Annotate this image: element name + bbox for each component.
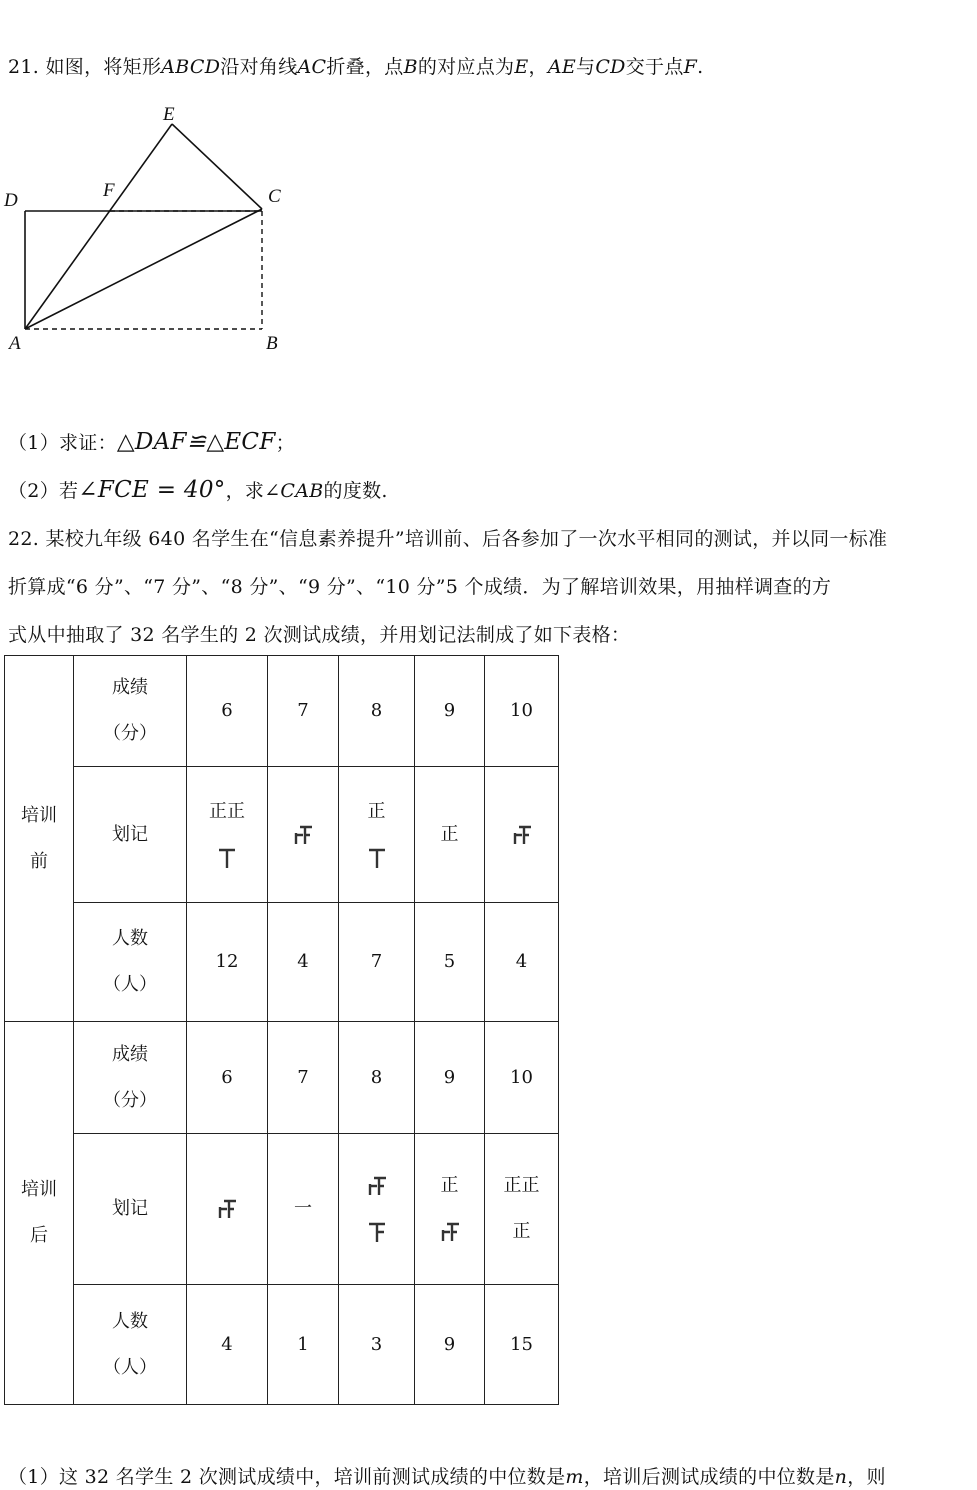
q21-part2: （2）若∠FCE = 40°，求∠CAB的度数. bbox=[8, 477, 388, 503]
after-score-6: 6 bbox=[187, 1022, 268, 1134]
before-count-label: 人数 （人） bbox=[74, 903, 187, 1022]
geometry-figure bbox=[0, 100, 320, 370]
before-tally-9: 正 bbox=[415, 767, 485, 903]
label-e: E bbox=[163, 104, 175, 125]
before-group-label: 培训 前 bbox=[5, 656, 74, 1022]
before-tally-10 bbox=[485, 767, 559, 903]
before-tally-7 bbox=[268, 767, 339, 903]
tally-four-strokes-icon bbox=[365, 1174, 389, 1198]
after-tally-8 bbox=[339, 1134, 415, 1285]
after-tally-7: 一 bbox=[268, 1134, 339, 1285]
after-score-row bbox=[5, 1022, 559, 1134]
after-group-label: 培训 后 bbox=[5, 1022, 74, 1405]
before-tally-label: 划记 bbox=[74, 767, 187, 903]
after-tally-10: 正正 正 bbox=[485, 1134, 559, 1285]
q21-part1: （1）求证：△DAF≌△ECF； bbox=[8, 429, 295, 455]
before-tally-6: 正正 bbox=[187, 767, 268, 903]
before-score-10: 10 bbox=[485, 656, 559, 767]
segment-ac bbox=[25, 209, 262, 329]
q22-part1: （1）这 32 名学生 2 次测试成绩中，培训前测试成绩的中位数是m，培训后测试成绩的中位数是n，则 bbox=[8, 1466, 886, 1488]
q21-number: 21. bbox=[8, 56, 40, 78]
label-f: F bbox=[103, 180, 115, 201]
tally-four-strokes-icon bbox=[215, 1197, 239, 1221]
label-b: B bbox=[266, 333, 278, 354]
tally-two-strokes-icon bbox=[215, 846, 239, 870]
after-score-8: 8 bbox=[339, 1022, 415, 1134]
after-score-7: 7 bbox=[268, 1022, 339, 1134]
after-score-10: 10 bbox=[485, 1022, 559, 1134]
q21-stem: 21. 如图，将矩形ABCD沿对角线AC折叠，点B的对应点为E，AE与CD交于点F. bbox=[8, 56, 704, 78]
after-score-label: 成绩 （分） bbox=[74, 1022, 187, 1134]
after-tally-row bbox=[5, 1134, 559, 1285]
after-count-7: 1 bbox=[268, 1285, 339, 1405]
before-tally-8: 正 bbox=[339, 767, 415, 903]
label-d: D bbox=[4, 190, 18, 211]
after-count-9: 9 bbox=[415, 1285, 485, 1405]
before-score-row bbox=[5, 656, 559, 767]
after-count-8: 3 bbox=[339, 1285, 415, 1405]
after-score-9: 9 bbox=[415, 1022, 485, 1134]
before-count-10: 4 bbox=[485, 903, 559, 1022]
before-count-6: 12 bbox=[187, 903, 268, 1022]
after-count-label: 人数 （人） bbox=[74, 1285, 187, 1405]
before-score-8: 8 bbox=[339, 656, 415, 767]
after-tally-6 bbox=[187, 1134, 268, 1285]
before-score-9: 9 bbox=[415, 656, 485, 767]
after-count-row bbox=[5, 1285, 559, 1405]
q22-stem-line3: 式从中抽取了 32 名学生的 2 次测试成绩，并用划记法制成了如下表格： bbox=[8, 624, 631, 646]
before-score-label: 成绩 （分） bbox=[74, 656, 187, 767]
label-c: C bbox=[268, 186, 281, 207]
tally-table bbox=[4, 655, 559, 1405]
after-count-10: 15 bbox=[485, 1285, 559, 1405]
before-tally-row bbox=[5, 767, 559, 903]
tally-four-strokes-icon bbox=[510, 823, 534, 847]
before-count-row bbox=[5, 903, 559, 1022]
before-count-8: 7 bbox=[339, 903, 415, 1022]
after-count-6: 4 bbox=[187, 1285, 268, 1405]
tally-three-strokes-icon bbox=[365, 1220, 389, 1244]
segment-ae bbox=[25, 124, 172, 329]
tally-four-strokes-icon bbox=[438, 1220, 462, 1244]
tally-four-strokes-icon bbox=[291, 823, 315, 847]
before-score-7: 7 bbox=[268, 656, 339, 767]
segment-ec bbox=[172, 124, 262, 209]
before-count-7: 4 bbox=[268, 903, 339, 1022]
before-score-6: 6 bbox=[187, 656, 268, 767]
q22-stem-line2: 折算成“6 分”、“7 分”、“8 分”、“9 分”、“10 分”5 个成绩．为了解培训效果，用抽样调查的方 bbox=[8, 576, 832, 598]
after-tally-9: 正 bbox=[415, 1134, 485, 1285]
label-a: A bbox=[9, 333, 21, 354]
after-tally-label: 划记 bbox=[74, 1134, 187, 1285]
tally-two-strokes-icon bbox=[365, 846, 389, 870]
before-count-9: 5 bbox=[415, 903, 485, 1022]
q22-stem-line1: 22. 某校九年级 640 名学生在“信息素养提升”培训前、后各参加了一次水平相同的测试，并以同一标准 bbox=[8, 528, 888, 550]
